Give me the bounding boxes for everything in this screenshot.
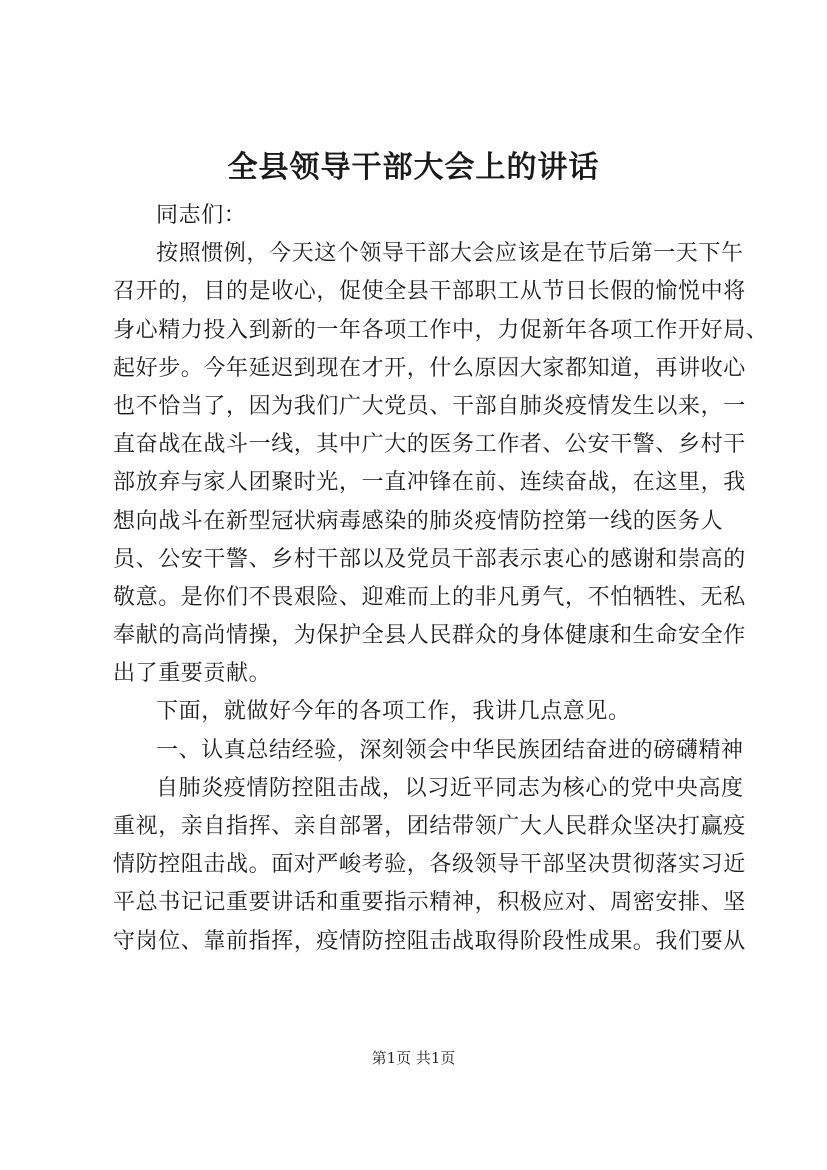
text-line: 召开的，目的是收心，促使全县干部职工从节日长假的愉悦中将	[113, 279, 746, 305]
text-line: 守岗位、靠前指挥，疫情防控阻击战取得阶段性成果。我们要从	[113, 928, 746, 954]
document-title: 全县领导干部大会上的讲话	[227, 150, 600, 185]
text-line: 起好步。今年延迟到现在才开，什么原因大家都知道，再讲收心	[113, 355, 746, 381]
text-line: 想向战斗在新型冠状病毒感染的肺炎疫情防控第一线的医务人	[113, 508, 724, 534]
text-line: 情防控阻击战。面对严峻考验，各级领导干部坚决贯彻落实习近	[113, 852, 746, 878]
text-line: 按照惯例，今天这个领导干部大会应该是在节后第一天下午	[156, 241, 744, 267]
text-line: 员、公安干警、乡村干部以及党员干部表示衷心的感谢和崇高的	[113, 546, 746, 572]
document-body	[113, 197, 769, 961]
text-line: 同志们：	[156, 203, 247, 228]
text-line: 平总书记记重要讲话和重要指示精神，积极应对、周密安排、坚	[113, 890, 746, 916]
text-line: 一、认真总结经验，深刻领会中华民族团结奋进的磅礴精神	[156, 737, 744, 763]
text-line: 自肺炎疫情防控阻击战，以习近平同志为核心的党中央高度	[156, 775, 744, 801]
text-line: 敬意。是你们不畏艰险、迎难而上的非凡勇气，不怕牺牲、无私	[113, 584, 746, 610]
text-line: 身心精力投入到新的一年各项工作中，力促新年各项工作开好局、	[113, 317, 769, 343]
text-line: 重视，亲自指挥、亲自部署，团结带领广大人民群众坚决打赢疫	[113, 814, 746, 839]
page-footer: 第1页 共1页	[371, 1049, 456, 1067]
text-line: 直奋战在战斗一线，其中广大的医务工作者、公安干警、乡村干	[113, 432, 746, 458]
text-line: 奉献的高尚情操，为保护全县人民群众的身体健康和生命安全作	[113, 623, 746, 649]
text-line: 出了重要贡献。	[113, 661, 272, 687]
text-line: 下面，就做好今年的各项工作，我讲几点意见。	[156, 699, 631, 725]
text-line: 部放弃与家人团聚时光，一直冲锋在前、连续奋战，在这里，我	[113, 470, 746, 496]
text-line: 也不恰当了，因为我们广大党员、干部自肺炎疫情发生以来，一	[113, 393, 746, 419]
